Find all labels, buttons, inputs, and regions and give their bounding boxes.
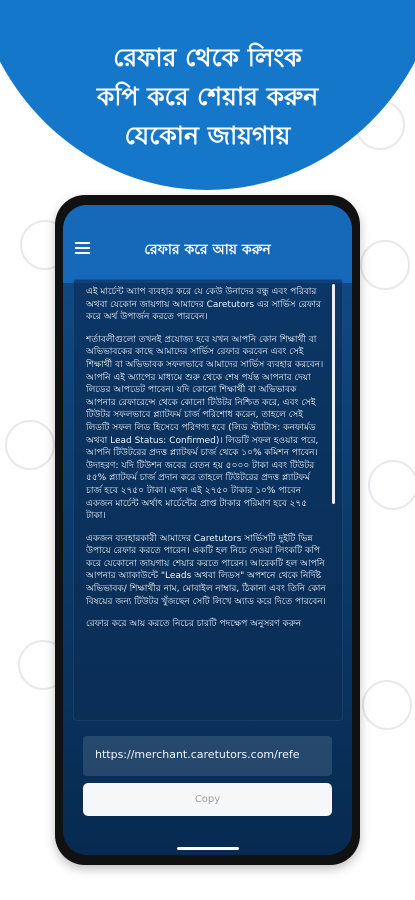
info-paragraph-4: রেফার করে আয় করতে নিচের চারটি পদক্ষেপ অনুসরণ করুন — [86, 619, 302, 630]
scrollbar[interactable] — [332, 284, 335, 504]
info-paragraph-2: শর্তাবলীগুলো তখনই প্রযোজ্য হবে যখন আপনি কোন শিক্ষার্থী বা অভিভাবকের কাছে আমাদের সার্ভিস রেফার করবেন এবং সেই শিক্ষার্থী বা অভিভাবক সফলভাবে আমাদের সার্ভিস ব্যবহার করবেন। আপনি এই অ্যাপের মাধ্যমে শুরু থেকে শেষ পর্যন্ত আপনার দেয়া লিডের আপডেট পাবেন। যদি কোনো শিক্ষার্থী বা অভিভাবক আপনার রেফারেন্সে থেকে কোনো টিউটর নিশ্চিত করে, এবং সেই টিউটর সফলভাবে প্ল্যাটফর্ম চার্জ পরিশোধ করেন, তাহলে সেই লিডটি সফল লিড হিসেবে পরিগণ্য হবে (লিড স্ট্যাটাস: কনফার্মড অথবা Lead Status: Confirmed)। লিডটি সফল হওয়ার পরে, আপনি টিউটরের প্রদত্ত প্ল্যাটফর্ম চার্জ থেকে ১০% কমিশন পাবেন। উদাহরণ: যদি টিউশন জবের বেতন হয় ৫০০০ টাকা এবং টিউটর ৫৫% প্ল্যাটফর্ম চার্জ প্রদান করে তাহলে টিউটরের প্রদত্ত প্ল্যাটফর্ম চার্জ হবে ২৭৫০ টাকা। এখন এই ২৭৫০ টাকার ১০% পাবেন একজন মার্চেন্ট অর্থাৎ মার্চেন্টের প্রাপ্ত টাকার পরিমাণ হবে ২৭৫ টাকা। — [86, 334, 324, 522]
referral-info-text — [86, 286, 326, 714]
phone-screen — [63, 205, 352, 855]
app-bar — [63, 205, 352, 283]
referral-link-field[interactable] — [83, 736, 332, 776]
referral-info-card[interactable] — [73, 279, 343, 721]
home-indicator — [177, 847, 239, 850]
info-paragraph-1: এই মার্চেন্ট অ্যাপ ব্যবহার করে যে কেউ উনাদের বন্ধু এবং পরিবার অথবা যেকোন জায়গায় আমাদের Caretutors এর সার্ভিস রেফার করে অর্থ উপার্জন করতে পারবেন। — [86, 287, 321, 323]
headline-line-2: কপি করে শেয়ার করুন — [96, 82, 319, 111]
copy-button[interactable]: Copy — [83, 783, 332, 816]
info-paragraph-3: একজন ব্যবহারকারী আমাদের Caretutors সার্ভিসটি দুইটি ভিন্ন উপায়ে রেফার করতে পারেন। একটি হল নিচে দেওয়া লিংকটি কপি করে যেকোনো জায়গায় শেয়ার করতে পারেন। আরেকটি হল আপনি আপনার অ্যাকাউন্টে "Leads অথবা লিডস" অপশনে থেকে নির্দিষ্ট অভিভাবক/ শিক্ষার্থীর নাম, মোবাইল নাম্বার, ঠিকানা এবং তিনি কোন বিষয়ের জন্য টিউটর খুঁজছেন সেটি লিখে অ্যাড করে দিতে পারবেন। — [86, 533, 326, 607]
headline-line-1: রেফার থেকে লিংক — [113, 43, 302, 72]
page-title: রেফার করে আয় করুন — [144, 242, 271, 258]
headline-line-3: যেকোন জায়গায় — [124, 121, 291, 150]
headline — [0, 38, 415, 155]
referral-link-text: https://merchant.caretutors.com/refe — [95, 748, 300, 761]
